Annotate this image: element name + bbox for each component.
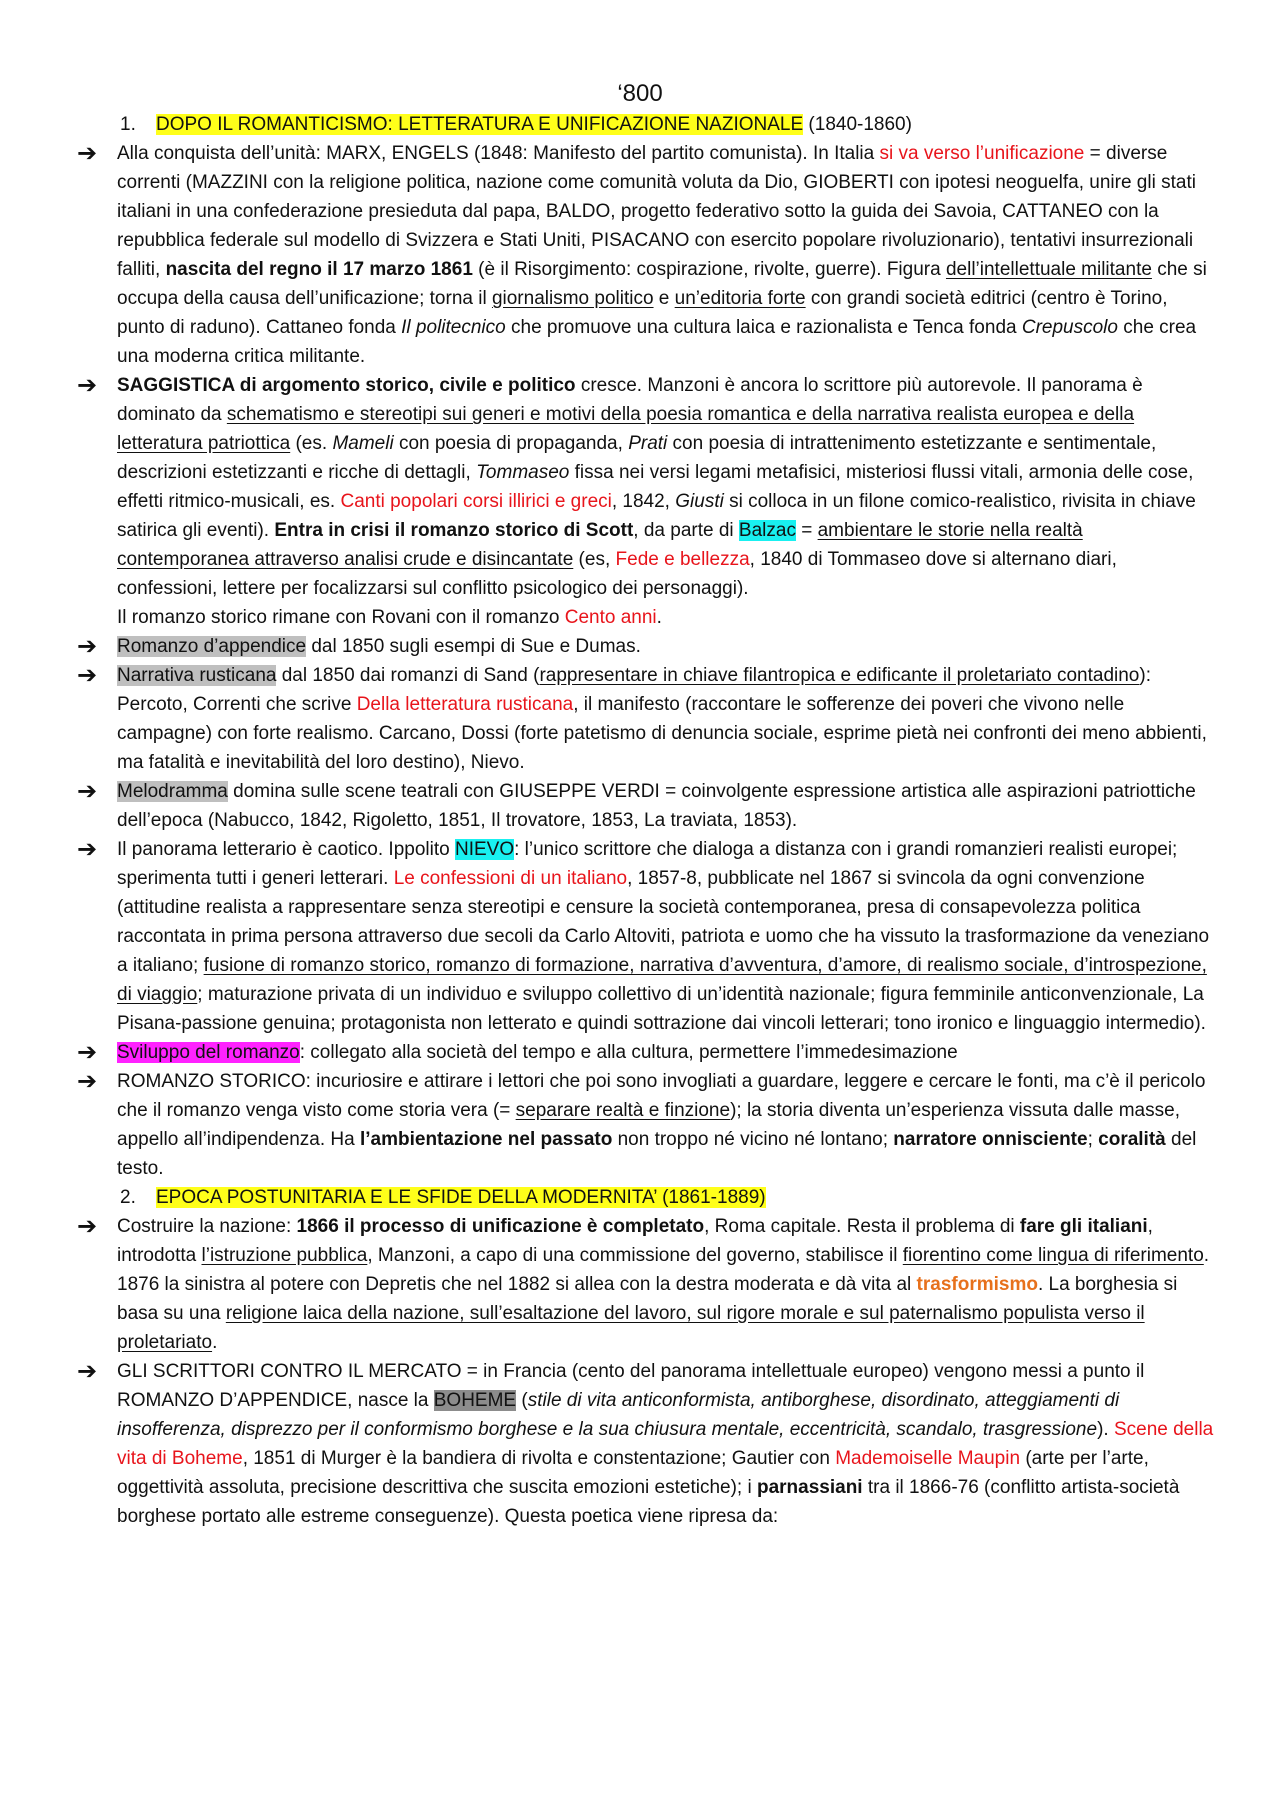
section-dates: (1840-1860) xyxy=(808,114,912,135)
section-heading-1 xyxy=(117,110,1217,139)
page-title: ‘800 xyxy=(617,80,663,107)
section-title: DOPO IL ROMANTICISMO: LETTERATURA E UNIFICAZIONE NAZIONALE xyxy=(156,114,804,135)
bullet-narrativa-rusticana: ➔ Narrativa rusticana dal 1850 dai romanzi di Sand (rappresentare in chiave filantropica e edificante il proletariato contadino): Percoto, Correnti che scrive Della letteratura rusticana, il manifesto (raccontare le sofferenze dei poveri che vivono nelle campagne) con forte realismo. Carcano, Dossi (forte patetismo di denuncia sociale, esprime pietà nei confronti dei meno abbienti, ma fatalità e inevitabilità del loro destino), Nievo. xyxy=(77,661,1207,773)
bullet-romanzo-appendice: ➔ Romanzo d’appendice dal 1850 sugli esempi di Sue e Dumas. xyxy=(77,632,641,660)
arrow-bullet-icon: ➔ xyxy=(77,777,98,805)
bullet-nievo: ➔ Il panorama letterario è caotico. Ippolito NIEVO: l’unico scrittore che dialoga a distanza con i grandi romanzieri realisti europei; sperimenta tutti i generi letterari. Le confessioni di un italiano, 1857-8, pubblicate nel 1867 si svincola da ogni convenzione (attitudine realista a rappresentare senza stereotipi e censure la società contemporanea, presa di consapevolezza politica raccontata in prima persona attraverso due secoli da Carlo Altoviti, patriota e uomo che ha vissuto la trasformazione da veneziano a italiano; fusione di romanzo storico, romanzo di formazione, narrativa d’avventura, d’amore, di realismo sociale, d’introspezione, di viaggio; maturazione privata di un individuo e sviluppo collettivo di un’identità nazionale; figura femminile anticonvenzionale, La Pisana-passione genuina; protagonista non letterato e quindi sottrazione dai vincoli letterari; tono ironico e linguaggio intermedio). xyxy=(77,835,1210,1034)
bullet-unification: ➔ Alla conquista dell’unità: MARX, ENGELS (1848: Manifesto del partito comunista). In Italia si va verso l’unificazione = diverse correnti (MAZZINI con la religione politica, nazione come comunità voluta da Dio, GIOBERTI con ipotesi neoguelfa, unire gli stati italiani in una confederazione presieduta dal papa, BALDO, progetto federativo sotto la guida dei Savoia, CATTANEO con la repubblica federale sul modello di Svizzera e Stati Uniti, PISACANO con esercito popolare rivoluzionario), tentativi insurrezionali falliti, nascita del regno il 17 marzo 1861 (è il Risorgimento: cospirazione, rivolte, guerre). Figura dell’intellettuale militante che si occupa della causa dell’unificazione; torna il giornalismo politico e un’editoria forte con grandi società editrici (centro è Torino, punto di raduno). Cattaneo fonda Il politecnico che promuove una cultura laica e razionalista e Tenca fonda Crepuscolo che crea una moderna critica militante. xyxy=(77,139,1207,367)
section-heading-2 xyxy=(117,1183,1217,1212)
section-number: 2. xyxy=(120,1187,136,1208)
section-title: EPOCA POSTUNITARIA E LE SFIDE DELLA MODERNITA’ (1861-1889) xyxy=(156,1187,766,1208)
section-number: 1. xyxy=(120,114,136,135)
document-body xyxy=(77,78,1217,1531)
arrow-bullet-icon: ➔ xyxy=(77,835,98,863)
arrow-bullet-icon: ➔ xyxy=(77,661,98,689)
arrow-bullet-icon: ➔ xyxy=(77,1038,98,1066)
arrow-bullet-icon: ➔ xyxy=(77,139,98,167)
arrow-bullet-icon: ➔ xyxy=(77,1357,98,1385)
arrow-bullet-icon: ➔ xyxy=(77,632,98,660)
arrow-bullet-icon: ➔ xyxy=(77,1212,98,1240)
bullet-sviluppo-romanzo: ➔ Sviluppo del romanzo: collegato alla società del tempo e alla cultura, permettere l’immedesimazione xyxy=(77,1038,958,1066)
arrow-bullet-icon: ➔ xyxy=(77,1067,98,1095)
bullet-scrittori-mercato: ➔ GLI SCRITTORI CONTRO IL MERCATO = in Francia (cento del panorama intellettuale europeo) vengono messi a punto il ROMANZO D’APPENDICE, nasce la BOHEME (stile di vita anticonformista, antiborghese, disordinato, atteggiamenti di insofferenza, disprezzo per il conformismo borghese e la sua chiusura mentale, eccentricità, scandalo, trasgressione). Scene della vita di Boheme, 1851 di Murger è la bandiera di rivolta e constentazione; Gautier con Mademoiselle Maupin (arte per l’arte, oggettività assoluta, precisione descrittiva che suscita emozioni estetiche); i parnassiani tra il 1866-76 (conflitto artista-società borghese portato alle estreme conseguenze). Questa poetica viene ripresa da: xyxy=(77,1357,1214,1527)
bullet-romanzo-storico: ➔ ROMANZO STORICO: incuriosire e attirare i lettori che poi sono invogliati a guardare, leggere e cercare le fonti, ma c’è il pericolo che il romanzo venga visto come storia vera (= separare realtà e finzione); la storia diventa un’esperienza vissuta dalle masse, appello all’indipendenza. Ha l’ambientazione nel passato non troppo né vicino né lontano; narratore onnisciente; coralità del testo. xyxy=(77,1067,1206,1179)
arrow-bullet-icon: ➔ xyxy=(77,371,98,399)
bullet-melodramma: ➔ Melodramma domina sulle scene teatrali con GIUSEPPE VERDI = coinvolgente espressione artistica alle aspirazioni patriottiche dell’epoca (Nabucco, 1842, Rigoletto, 1851, Il trovatore, 1853, La traviata, 1853). xyxy=(77,777,1196,831)
bullet-costruire-nazione: ➔ Costruire la nazione: 1866 il processo di unificazione è completato, Roma capitale. Resta il problema di fare gli italiani, introdotta l’istruzione pubblica, Manzoni, a capo di una commissione del governo, stabilisce il fiorentino come lingua di riferimento. 1876 la sinistra al potere con Depretis che nel 1882 si allea con la destra moderata e dà vita al trasformismo. La borghesia si basa su una religione laica della nazione, sull’esaltazione del lavoro, sul rigore morale e sul paternalismo populista verso il proletariato. xyxy=(77,1212,1210,1353)
bullet-saggistica: ➔ SAGGISTICA di argomento storico, civile e politico cresce. Manzoni è ancora lo scrittore più autorevole. Il panorama è dominato da schematismo e stereotipi sui generi e motivi della poesia romantica e della narrativa realista europea e della letteratura patriottica (es. Mameli con poesia di propaganda, Prati con poesia di intrattenimento estetizzante e sentimentale, descrizioni estetizzanti e ricche di dettagli, Tommaseo fissa nei versi legami metafisici, misteriosi flussi vitali, armonia delle cose, effetti ritmico-musicali, es. Canti popolari corsi illirici e greci, 1842, Giusti si colloca in un filone comico-realistico, rivisita in chiave satirica gli eventi). Entra in crisi il romanzo storico di Scott, da parte di Balzac = ambientare le storie nella realtà contemporanea attraverso analisi crude e disincantate (es, Fede e bellezza, 1840 di Tommaseo dove si alternano diari, confessioni, lettere per focalizzarsi sul conflitto psicologico dei personaggi). Il romanzo storico rimane con Rovani con il romanzo Cento anni. xyxy=(77,371,1196,628)
